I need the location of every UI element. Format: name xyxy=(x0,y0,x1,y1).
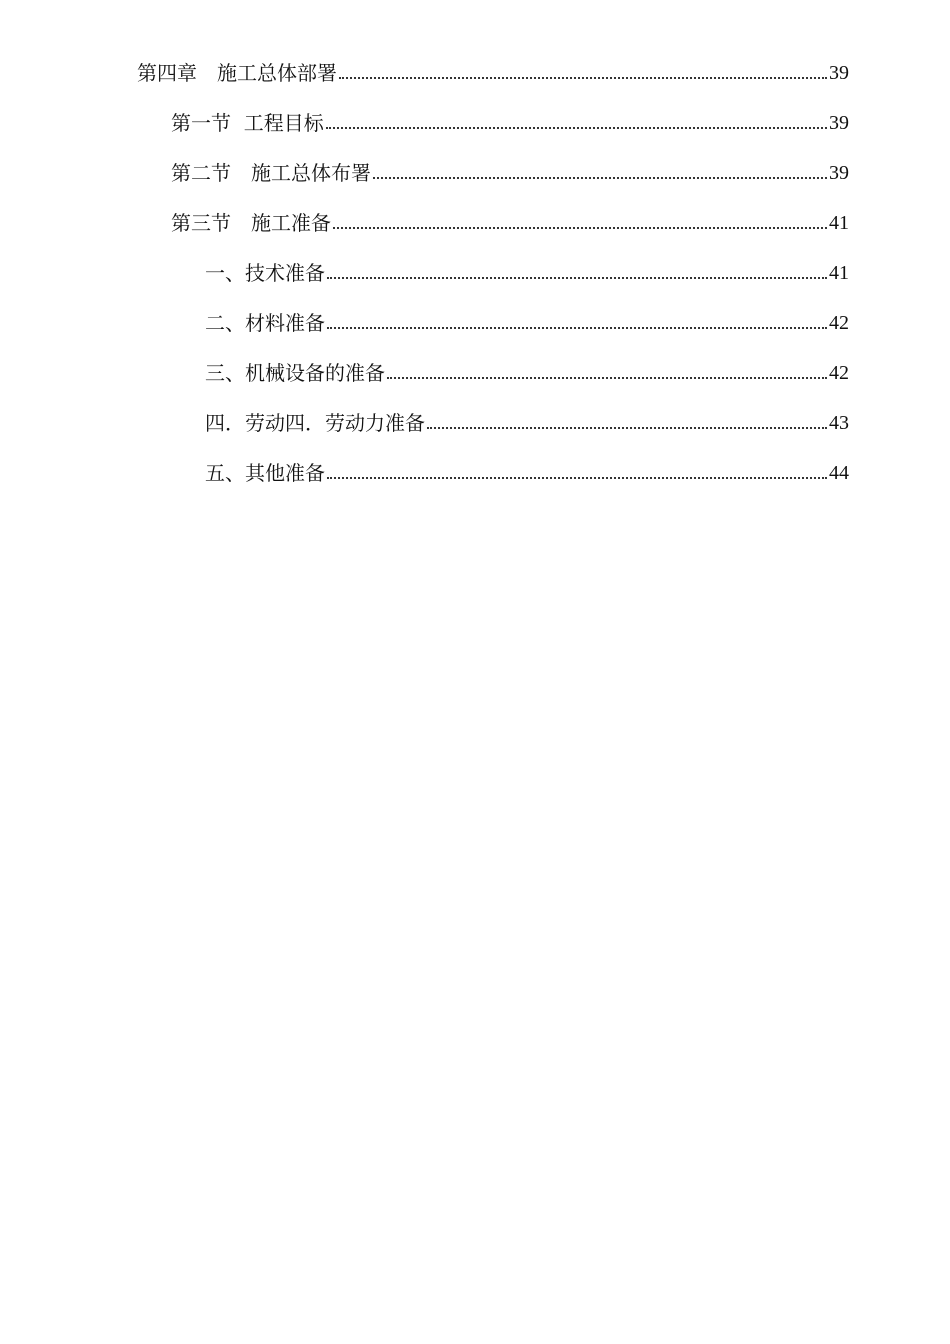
toc-page-number: 44 xyxy=(829,462,849,484)
toc-entry-title: 第四章 施工总体部署 xyxy=(137,61,337,85)
toc-entry-subsection-5[interactable] xyxy=(205,458,849,488)
toc-page-number: 42 xyxy=(829,362,849,384)
toc-dot-leader xyxy=(339,77,827,79)
toc-entry-subsection-2[interactable] xyxy=(205,308,849,338)
toc-dot-leader xyxy=(373,177,827,179)
toc-entry-title: 第一节 工程目标 xyxy=(171,111,324,135)
toc-dot-leader xyxy=(387,377,827,379)
toc-dot-leader xyxy=(333,227,827,229)
toc-page-number: 41 xyxy=(829,262,849,284)
toc-entry-title: 第二节 施工总体布署 xyxy=(171,161,371,185)
toc-entry-subsection-3[interactable] xyxy=(205,358,849,388)
toc-entry-section-3[interactable] xyxy=(171,208,849,238)
toc-entry-chapter-4[interactable] xyxy=(137,58,849,88)
toc-entry-section-2[interactable] xyxy=(171,158,849,188)
toc-entry-title: 三、机械设备的准备 xyxy=(205,361,385,385)
toc-page-number: 43 xyxy=(829,412,849,434)
toc-dot-leader xyxy=(427,427,827,429)
toc-page-number: 39 xyxy=(829,62,849,84)
toc-dot-leader xyxy=(327,327,827,329)
toc-page-number: 41 xyxy=(829,212,849,234)
toc-entry-title: 四．劳动四．劳动力准备 xyxy=(205,411,425,435)
toc-entry-subsection-1[interactable] xyxy=(205,258,849,288)
toc-page-number: 42 xyxy=(829,312,849,334)
toc-entry-title: 五、其他准备 xyxy=(205,461,325,485)
toc-entry-title: 一、技术准备 xyxy=(205,261,325,285)
toc-entry-section-1[interactable] xyxy=(171,108,849,138)
toc-page-number: 39 xyxy=(829,162,849,184)
toc-entry-title: 第三节 施工准备 xyxy=(171,211,331,235)
toc-dot-leader xyxy=(327,477,827,479)
toc-dot-leader xyxy=(326,127,827,129)
toc-dot-leader xyxy=(327,277,827,279)
toc-entry-subsection-4[interactable] xyxy=(205,408,849,438)
toc-entry-title: 二、材料准备 xyxy=(205,311,325,335)
toc-page-number: 39 xyxy=(829,112,849,134)
